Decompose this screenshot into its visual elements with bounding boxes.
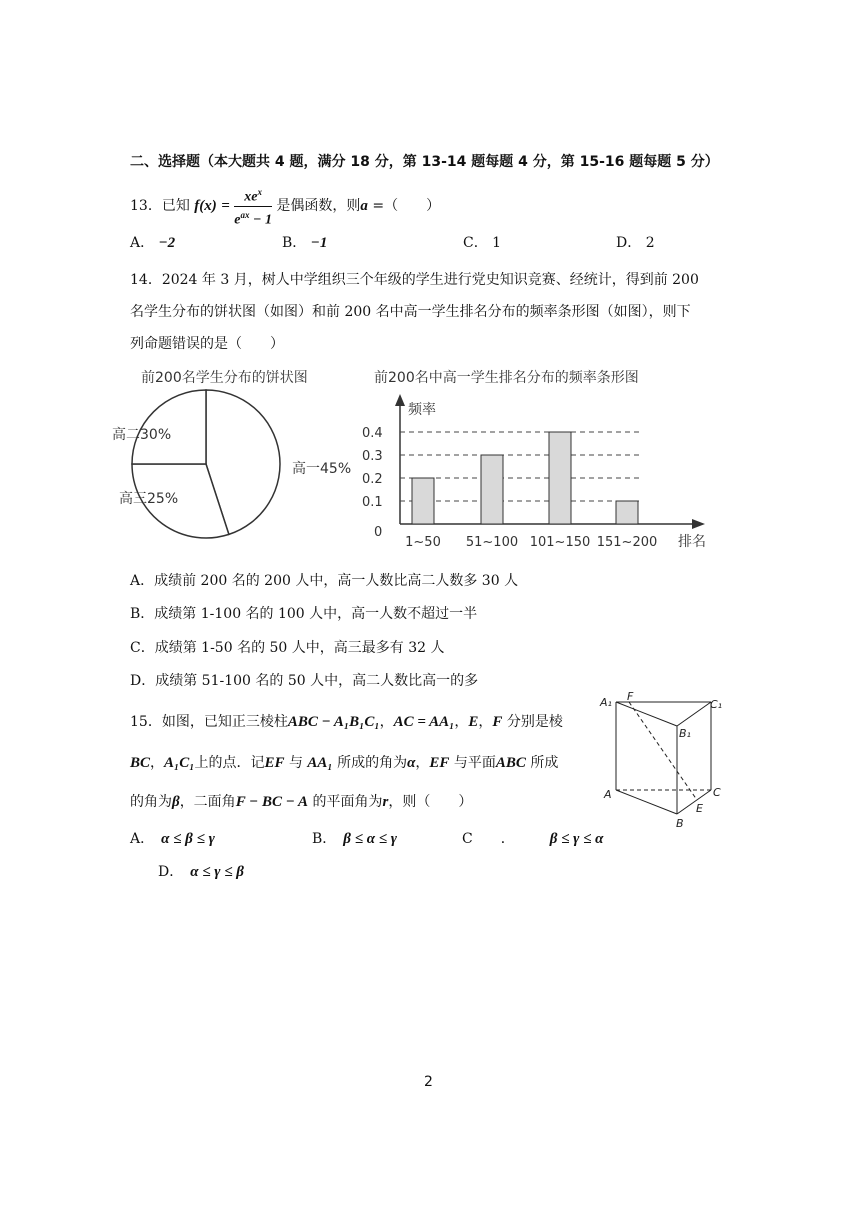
label-a: A (604, 788, 612, 801)
q15-line2-angle: 所成的角为 (337, 755, 408, 771)
edge-ab (616, 790, 677, 814)
q13-numerator-sup: x (257, 187, 262, 197)
pie-slice-label: 高二30% (112, 427, 172, 443)
x-tick-label: 101~150 (529, 535, 591, 550)
bar (481, 455, 503, 524)
prism-figure (596, 692, 730, 832)
q15-line2-plane: 与平面 (453, 755, 496, 771)
q13-equals: = (221, 198, 230, 215)
q15-line2 (130, 752, 558, 772)
q15-line1-tail: 分别是棱 (506, 714, 563, 730)
q13-func-arg: (x) (199, 198, 217, 215)
q15-option-b-label: B． (312, 831, 330, 847)
q15-line3 (130, 791, 472, 811)
edge-bc (677, 790, 711, 814)
bar (412, 478, 434, 524)
q13-denominator-sup: ax (240, 209, 250, 220)
q15-line2-sep2: ， (415, 755, 430, 771)
q14-option-c[interactable]: C．成绩第 1-50 名的 50 人中，高三最多有 32 人 (130, 640, 445, 656)
q15-option-d-label: D． (158, 864, 177, 880)
x-tick-label: 51~100 (465, 535, 519, 550)
q13-fraction (234, 184, 272, 228)
q13-option-d-label: D． (616, 235, 642, 251)
segment-ef (629, 702, 697, 800)
q15-option-a-value: α ≤ β ≤ γ (161, 831, 215, 847)
q15-option-c[interactable] (462, 828, 603, 848)
q15-line3-mid: ，二面角 (179, 794, 236, 810)
edge-a1b1 (616, 702, 677, 726)
pie-chart (112, 380, 352, 560)
q15-e-point: E (468, 714, 479, 730)
q13-tail: =（ ） (367, 198, 441, 215)
q15-line1 (130, 711, 563, 731)
q13-middle: 是偶函数，则 (276, 198, 361, 215)
label-c1: C₁ (710, 698, 723, 711)
q13-option-a[interactable] (130, 232, 175, 252)
page-number: 2 (424, 1074, 433, 1090)
q15-line3-tail: ，则（ ） (388, 794, 473, 810)
y-tick-label: 0.4 (362, 426, 383, 441)
q13-prefix: 13．已知 (130, 198, 190, 215)
q13-numerator: xe (244, 189, 258, 205)
bar-chart (360, 388, 730, 558)
q15-abc: ABC (495, 755, 526, 771)
q15-line2-sep: ， (150, 755, 165, 771)
x-tick-label: 151~200 (596, 535, 658, 550)
label-e: E (696, 802, 703, 815)
y-axis-arrow (395, 394, 405, 406)
q13-option-a-label: A． (130, 235, 155, 251)
q15-alpha: α (407, 755, 416, 771)
q15-beta: β (172, 794, 180, 810)
q14-stem-line2: 名学生分布的饼状图（如图）和前 200 名中高一学生排名分布的频率条形图（如图），则下 (130, 304, 691, 320)
q13-denominator-base: e (234, 212, 241, 228)
q13-var: a (360, 198, 368, 215)
bar-chart-title: 前200名中高一学生排名分布的频率条形图 (374, 370, 639, 386)
q15-sep3: ， (478, 714, 493, 730)
q15-option-a[interactable] (130, 828, 215, 848)
label-f: F (627, 690, 634, 703)
q13-option-a-value: −2 (158, 235, 176, 251)
q15-sep2: ， (454, 714, 469, 730)
q15-f-point: F (492, 714, 503, 730)
q15-prism: ABC − A₁B₁C₁ (287, 714, 380, 730)
q15-bc: BC (130, 755, 151, 771)
q13-option-c[interactable] (463, 232, 501, 252)
pie-slice-label: 高一45% (292, 461, 352, 477)
pie-chart-title: 前200名学生分布的饼状图 (141, 370, 308, 386)
q15-option-b[interactable] (312, 828, 397, 848)
q13-option-b-value: −1 (310, 235, 328, 251)
bar (616, 501, 638, 524)
q15-ef2: EF (429, 755, 450, 771)
q15-option-a-label: A． (130, 831, 148, 847)
q13-func-name: f (194, 198, 200, 215)
q13-denominator-rest: − 1 (249, 212, 272, 228)
section-heading: 二、选择题（本大题共 4 题，满分 18 分，第 13-14 题每题 4 分，第 15-16 题每题 5 分） (130, 154, 719, 170)
q13-option-d[interactable] (616, 232, 655, 252)
q15-option-c-value: β ≤ γ ≤ α (549, 831, 604, 847)
pie-slices (112, 390, 351, 538)
q14-option-d[interactable]: D．成绩第 51-100 名的 50 人中，高二人数比高一的多 (130, 673, 479, 689)
q15-line1-prefix: 15．如图，已知正三棱柱 (130, 714, 288, 730)
q14-stem-line3: 列命题错误的是（ ） (130, 336, 284, 352)
q15-eq1: AC = AA₁ (393, 714, 455, 730)
label-a1: A₁ (600, 696, 612, 709)
q15-line2-with: 与 (288, 755, 303, 771)
x-tick-label: 1~50 (405, 535, 441, 550)
q13-option-c-label: C． (463, 235, 488, 251)
label-b1: B₁ (679, 727, 691, 740)
x-axis-arrow (692, 519, 705, 529)
q15-line3-mid2: 的平面角为 (312, 794, 383, 810)
q13-option-b-label: B． (282, 235, 307, 251)
q15-option-d-value: α ≤ γ ≤ β (190, 864, 244, 880)
y-tick-label: 0.3 (362, 449, 383, 464)
bar (549, 432, 571, 524)
q14-option-a[interactable]: A．成绩前 200 名的 200 人中，高一人数比高二人数多 30 人 (130, 573, 519, 589)
q14-stem-line1: 14．2024 年 3 月，树人中学组织三个年级的学生进行党史知识竞赛、经统计，得到前 200 (130, 272, 699, 288)
edge-b1c1 (677, 702, 711, 726)
y-tick-label: 0.1 (362, 495, 383, 510)
y-tick-label: 0.2 (362, 472, 383, 487)
q13-option-b[interactable] (282, 232, 327, 252)
q15-r: r (382, 794, 389, 810)
origin-label: 0 (374, 525, 383, 540)
q13-option-c-value: 1 (492, 235, 502, 251)
q15-option-b-value: β ≤ α ≤ γ (343, 831, 397, 847)
label-c: C (713, 786, 721, 799)
q15-ef: EF (264, 755, 285, 771)
q15-line3-prefix: 的角为 (130, 794, 172, 810)
pie-slice-label: 高三25% (119, 491, 179, 507)
q15-aa1: AA₁ (307, 755, 333, 771)
q15-option-d[interactable] (158, 861, 244, 881)
q15-a1c1: A₁C₁ (164, 755, 195, 771)
label-b: B (676, 817, 684, 830)
q15-line2-end: 所成 (530, 755, 559, 771)
q14-option-b[interactable]: B．成绩第 1-100 名的 100 人中，高一人数不超过一半 (130, 606, 478, 622)
q15-option-c-label: C ． (462, 831, 508, 847)
q15-sep1: ， (379, 714, 394, 730)
q15-dihedral: F − BC − A (235, 794, 309, 810)
y-axis-label: 频率 (408, 402, 436, 418)
q15-line2-mid: 上的点．记 (194, 755, 265, 771)
q13-option-d-value: 2 (645, 235, 655, 251)
x-axis-label: 排名 (678, 534, 706, 550)
bar-chart-content (362, 394, 706, 550)
question-13-stem (130, 184, 440, 228)
